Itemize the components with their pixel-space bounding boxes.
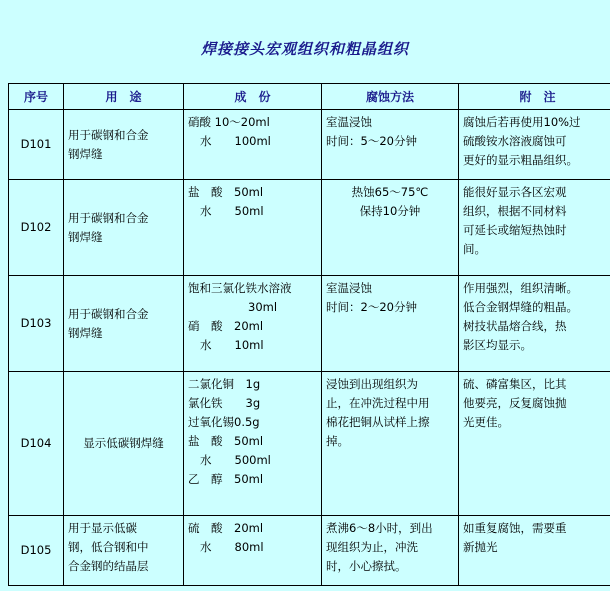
row-use	[64, 110, 184, 180]
composition-line: 氯化铁 3g	[188, 396, 261, 410]
header-notes: 附 注	[459, 84, 610, 110]
table-row	[9, 372, 610, 516]
notes-line: 间。	[463, 242, 486, 256]
method-line: 现组织为止，冲洗	[326, 540, 418, 554]
method-line: 止，在冲洗过程中用	[326, 396, 430, 410]
row-composition	[184, 180, 322, 276]
composition-line: 水 80ml	[200, 540, 264, 554]
composition-line: 过氧化锡0.5g	[188, 415, 260, 429]
notes-line: 硫酸铵水溶液腐蚀可	[463, 134, 567, 148]
use-line: 用于碳钢和合金	[68, 210, 149, 225]
use-line: 用于碳钢和合金	[68, 306, 149, 321]
composition-line: 水 50ml	[200, 204, 264, 218]
notes-line: 低合金钢焊缝的粗晶。	[463, 300, 578, 314]
header-method: 腐蚀方法	[322, 84, 459, 110]
use-line: 用于碳钢和合金	[68, 127, 149, 142]
row-notes	[459, 110, 610, 180]
notes-line: 作用强烈，组织清晰。	[463, 281, 578, 295]
row-id: D105	[9, 516, 64, 586]
composition-line: 硝 酸 20ml	[188, 319, 264, 333]
method-line: 浸蚀到出现组织为	[326, 377, 418, 391]
use-line: 钢焊缝	[68, 146, 103, 161]
table-row	[9, 516, 610, 586]
use-line: 显示低碳钢焊缝	[83, 436, 164, 450]
etchant-table	[8, 83, 610, 586]
row-use	[64, 276, 184, 372]
use-line: 钢焊缝	[68, 325, 103, 340]
row-composition	[184, 516, 322, 586]
notes-line: 树技状晶熔合线，热	[463, 319, 567, 333]
header-id: 序号	[9, 84, 64, 110]
row-composition	[184, 110, 322, 180]
composition-line: 乙 醇 50ml	[188, 472, 264, 486]
row-id: D103	[9, 276, 64, 372]
composition-line: 盐 酸 50ml	[188, 185, 264, 199]
notes-line: 更好的显示粗晶组织。	[463, 153, 578, 167]
row-method	[322, 516, 459, 586]
row-method	[322, 372, 459, 516]
notes-line: 组织，根据不同材料	[463, 204, 567, 218]
notes-line: 腐蚀后若再使用10%过	[463, 115, 581, 129]
composition-line: 水 500ml	[200, 453, 271, 467]
composition-line: 水 10ml	[200, 338, 264, 352]
row-composition	[184, 372, 322, 516]
method-line: 时间：5～20分钟	[326, 134, 417, 148]
method-line: 保持10分钟	[359, 204, 421, 218]
notes-line: 可延长或缩短热蚀时	[463, 223, 567, 237]
method-line: 室温浸蚀	[326, 115, 372, 129]
document-title: 焊接接头宏观组织和粗晶组织	[200, 40, 409, 58]
use-line: 用于显示低碳	[68, 521, 137, 535]
row-method	[322, 276, 459, 372]
method-line: 热蚀65～75℃	[351, 185, 429, 199]
notes-line: 影区均显示。	[463, 338, 532, 352]
notes-line: 能很好显示各区宏观	[463, 185, 567, 199]
row-id: D102	[9, 180, 64, 276]
composition-line: 30ml	[248, 300, 278, 314]
method-line: 室温浸蚀	[326, 281, 372, 295]
header-use: 用 途	[64, 84, 184, 110]
table-header-row	[9, 84, 610, 110]
row-method	[322, 110, 459, 180]
composition-line: 硝酸 10～20ml	[188, 115, 270, 129]
method-line: 棉花把铜从试样上擦	[326, 415, 430, 429]
row-use	[64, 516, 184, 586]
row-id: D104	[9, 372, 64, 516]
use-line: 钢，低合钢和中	[68, 540, 149, 554]
table-row	[9, 276, 610, 372]
row-method	[322, 180, 459, 276]
row-id: D101	[9, 110, 64, 180]
composition-line: 硫 酸 20ml	[188, 521, 264, 535]
composition-line: 饱和三氯化铁水溶液	[188, 281, 292, 295]
method-line: 煮沸6～8小时，到出	[326, 521, 433, 535]
notes-line: 硫、磷富集区，比其	[463, 377, 567, 391]
use-line: 合金钢的结晶层	[68, 559, 149, 573]
method-line: 掉。	[326, 434, 349, 448]
notes-line: 光更佳。	[463, 415, 509, 429]
table-row	[9, 180, 610, 276]
composition-line: 盐 酸 50ml	[188, 434, 264, 448]
notes-line: 如重复腐蚀，需要重	[463, 521, 567, 535]
row-notes	[459, 180, 610, 276]
row-notes	[459, 516, 610, 586]
method-line: 时，小心擦拭。	[326, 559, 407, 573]
notes-line: 他要亮，反复腐蚀抛	[463, 396, 567, 410]
composition-line: 水 100ml	[200, 134, 271, 148]
method-line: 时间：2～20分钟	[326, 300, 417, 314]
table-row	[9, 110, 610, 180]
header-composition: 成 份	[184, 84, 322, 110]
use-line: 钢焊缝	[68, 229, 103, 244]
row-notes	[459, 276, 610, 372]
row-use	[64, 180, 184, 276]
notes-line: 新抛光	[463, 540, 498, 554]
row-composition	[184, 276, 322, 372]
row-use	[64, 372, 184, 516]
composition-line: 二氯化铜 1g	[188, 377, 261, 391]
row-notes	[459, 372, 610, 516]
